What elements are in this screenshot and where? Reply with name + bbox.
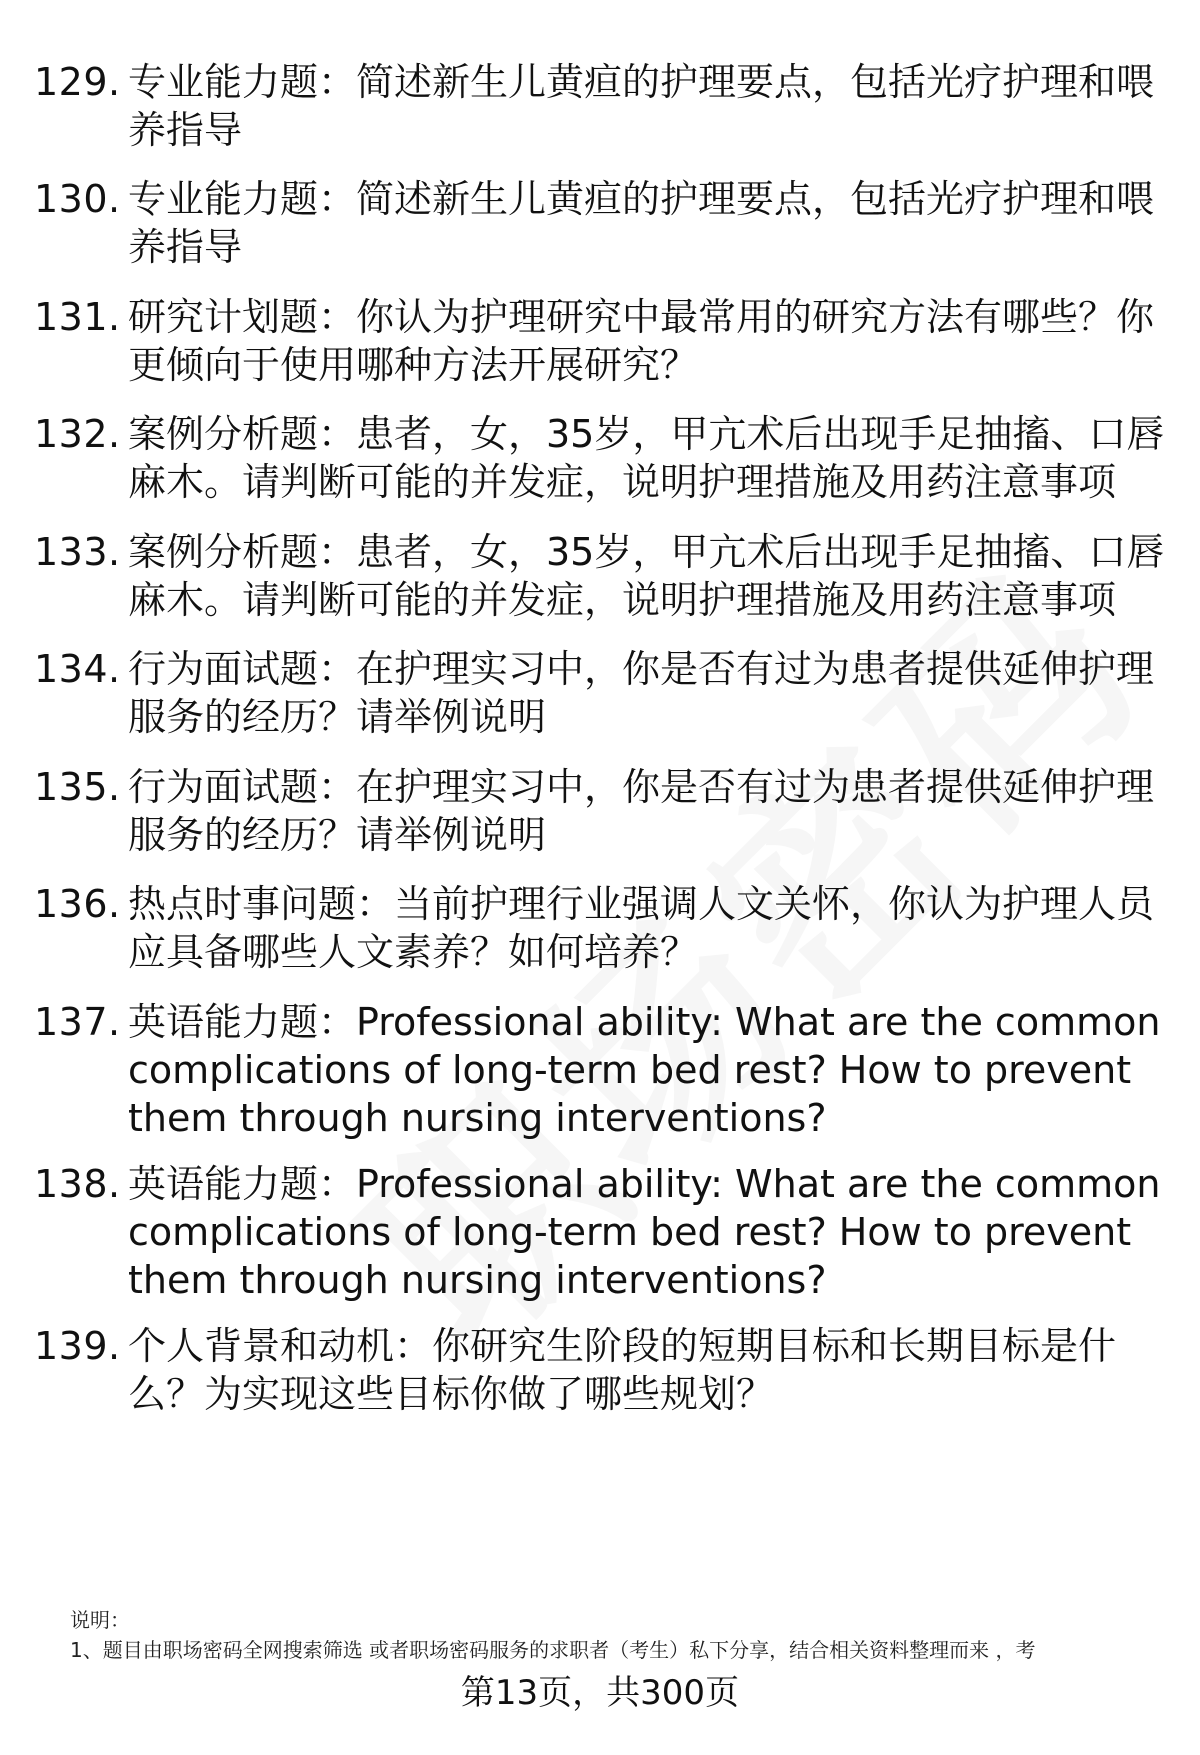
question-text: 个人背景和动机：你研究生阶段的短期目标和长期目标是什么？为实现这些目标你做了哪些规划？ (128, 1324, 1117, 1416)
question-text: 专业能力题：简述新生儿黄疸的护理要点，包括光疗护理和喂养指导 (128, 60, 1155, 152)
question-text: 专业能力题：简述新生儿黄疸的护理要点，包括光疗护理和喂养指导 (128, 177, 1155, 269)
question-text: 案例分析题：患者，女，35岁，甲亢术后出现手足抽搐、口唇麻木。请判断可能的并发症，说明护理措施及用药注意事项 (128, 530, 1165, 622)
question-text: 研究计划题：你认为护理研究中最常用的研究方法有哪些？你更倾向于使用哪种方法开展研究？ (128, 295, 1155, 387)
question-text: 行为面试题：在护理实习中，你是否有过为患者提供延伸护理服务的经历？请举例说明 (128, 647, 1155, 739)
notes-section (70, 1605, 1170, 1665)
question-number: 135. (34, 765, 121, 809)
question-text: 案例分析题：患者，女，35岁，甲亢术后出现手足抽搐、口唇麻木。请判断可能的并发症，说明护理措施及用药注意事项 (128, 412, 1165, 504)
question-text: 热点时事问题：当前护理行业强调人文关怀，你认为护理人员应具备哪些人文素养？如何培养？ (128, 882, 1155, 974)
question-text: 行为面试题：在护理实习中，你是否有过为患者提供延伸护理服务的经历？请举例说明 (128, 765, 1155, 857)
question-number: 132. (34, 412, 121, 456)
question-text: 英语能力题：Professional ability: What are the common complications of long-term bed rest? How to prevent them through nursing interventions? (128, 1000, 1161, 1140)
question-number: 137. (34, 1000, 121, 1044)
notes-line: 1、题目由职场密码全网搜索筛选 或者职场密码服务的求职者（考生）私下分享，结合相关资料整理而来 ，考 (70, 1638, 1036, 1662)
question-text: 英语能力题：Professional ability: What are the common complications of long-term bed rest? How to prevent them through nursing interventions? (128, 1162, 1161, 1302)
question-number: 138. (34, 1162, 121, 1206)
question-number: 139. (34, 1324, 121, 1368)
page-number: 第13页，共300页 (460, 1673, 740, 1713)
question-number: 133. (34, 530, 121, 574)
question-number: 129. (34, 60, 121, 104)
question-number: 136. (34, 882, 121, 926)
question-number: 131. (34, 295, 121, 339)
question-number: 134. (34, 647, 121, 691)
notes-title: 说明： (70, 1608, 130, 1632)
question-number: 130. (34, 177, 121, 221)
